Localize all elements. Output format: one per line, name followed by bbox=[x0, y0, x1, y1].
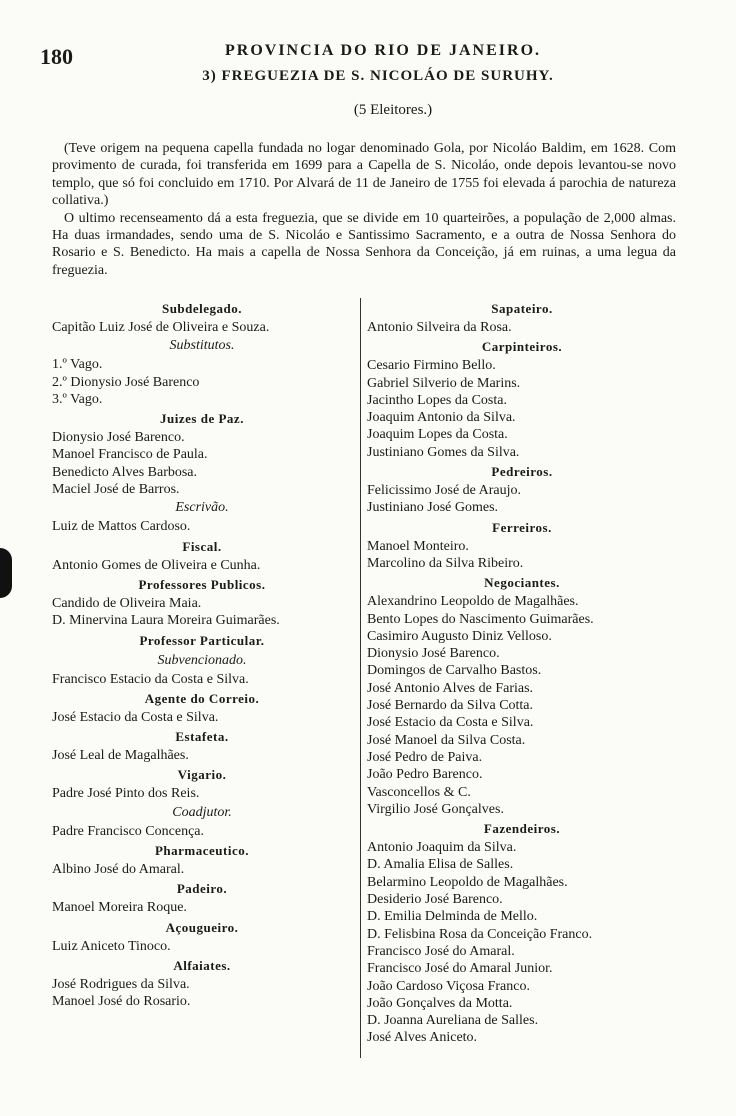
name-entry: Domingos de Carvalho Bastos. bbox=[367, 663, 542, 679]
name-entry: D. Felisbina Rosa da Conceição Franco. bbox=[367, 926, 593, 942]
name-entry: José Alves Aniceto. bbox=[367, 1030, 478, 1046]
name-entry: Manoel Francisco de Paula. bbox=[52, 447, 208, 463]
name-entry: José Bernardo da Silva Cotta. bbox=[367, 698, 534, 714]
role-heading: Ferreiros. bbox=[492, 519, 552, 535]
name-entry: Felicissimo José de Araujo. bbox=[367, 483, 521, 499]
name-entry: Justiniano Gomes da Silva. bbox=[367, 444, 520, 460]
name-entry: Francisco José do Amaral. bbox=[367, 943, 515, 959]
name-entry: Vasconcellos & C. bbox=[367, 784, 471, 800]
name-entry: Luiz de Mattos Cardoso. bbox=[52, 519, 191, 535]
name-entry: D. Joanna Aureliana de Salles. bbox=[367, 1013, 539, 1029]
name-entry: Joaquim Antonio da Silva. bbox=[367, 410, 516, 426]
section-heading: 3) FREGUEZIA DE S. NICOLÁO DE SURUHY. bbox=[202, 68, 554, 84]
name-entry: José Manoel da Silva Costa. bbox=[367, 732, 526, 748]
role-heading: Agente do Correio. bbox=[144, 690, 260, 706]
section-subtitle: (5 Eleitores.) bbox=[353, 102, 433, 118]
role-subheading: Subvencionado. bbox=[157, 652, 247, 668]
name-entry: Antonio Joaquim da Silva. bbox=[367, 840, 517, 856]
name-entry: Bento Lopes do Nascimento Guimarães. bbox=[367, 611, 594, 627]
name-entry: Albino José do Amaral. bbox=[52, 862, 185, 878]
role-heading: Sapateiro. bbox=[491, 301, 553, 316]
name-entry: D. Amalia Elisa de Salles. bbox=[367, 857, 514, 873]
role-heading: Professores Publicos. bbox=[138, 576, 266, 592]
name-entry: Justiniano José Gomes. bbox=[367, 500, 499, 516]
role-heading: Alfaiates. bbox=[173, 957, 231, 973]
name-entry: José Rodrigues da Silva. bbox=[52, 976, 190, 992]
name-entry: Desiderio José Barenco. bbox=[367, 892, 503, 908]
role-subheading: Substitutos. bbox=[169, 338, 235, 354]
name-entry: José Pedro de Paiva. bbox=[367, 749, 483, 765]
role-heading: Pedreiros. bbox=[491, 464, 553, 480]
intro-paragraph-history: (Teve origem na pequena capella fundada no logar denominado Gola, por Nicoláo Baldim, em 1628. Com provimento de curada, foi transferida em 1699 para a Capella de S. Nicoláo, onde depois levantou-se novo templo, que só foi concluido em 1710. Por Alvará de 11 de Janeiro de 1755 foi elevada á parochia de natureza collativa.) bbox=[52, 141, 676, 209]
name-entry: Alexandrino Leopoldo de Magalhães. bbox=[367, 594, 579, 610]
name-entry: João Cardoso Viçosa Franco. bbox=[367, 978, 530, 994]
role-heading: Carpinteiros. bbox=[481, 339, 563, 355]
name-entry: 2.º Dionysio José Barenco bbox=[52, 374, 200, 390]
role-heading: Padeiro. bbox=[176, 881, 228, 897]
name-entry: Benedicto Alves Barbosa. bbox=[52, 464, 198, 480]
right-column bbox=[367, 298, 677, 1047]
name-entry: Belarmino Leopoldo de Magalhães. bbox=[367, 874, 568, 890]
role-heading: Fazendeiros. bbox=[483, 821, 561, 837]
name-entry: José Estacio da Costa e Silva. bbox=[52, 709, 219, 725]
name-entry: Francisco José do Amaral Junior. bbox=[367, 961, 553, 977]
name-entry: Manoel José do Rosario. bbox=[52, 994, 191, 1010]
name-entry: 1.º Vago. bbox=[52, 357, 103, 373]
margin-ink-mark bbox=[0, 548, 12, 598]
name-entry: Antonio Gomes de Oliveira e Cunha. bbox=[52, 557, 261, 573]
role-heading: Vigario. bbox=[177, 767, 227, 783]
name-entry: 3.º Vago. bbox=[52, 391, 103, 407]
name-entry: João Pedro Barenco. bbox=[367, 767, 483, 783]
name-entry: Padre José Pinto dos Reis. bbox=[52, 786, 200, 802]
name-entry: José Antonio Alves de Farias. bbox=[367, 680, 534, 696]
role-heading: Açougueiro. bbox=[165, 919, 239, 935]
left-column bbox=[52, 298, 352, 1011]
role-heading: Estafeta. bbox=[175, 729, 229, 745]
name-entry: Dionysio José Barenco. bbox=[367, 646, 500, 662]
name-entry: Gabriel Silverio de Marins. bbox=[367, 375, 521, 391]
intro-paragraph-census: O ultimo recenseamento dá a esta freguezia, que se divide em 10 quarteirões, a população de 2,000 almas. Ha duas irmandades, sendo uma de S. Nicoláo e Santissimo Sacramento, e a outra de Nossa Senhora do Rosario e S. Benedicto. Ha mais a capella de Nossa Senhora da Conceição, já em ruinas, a uma legua da freguezia. bbox=[52, 210, 676, 278]
role-subheading: Coadjutor. bbox=[172, 804, 232, 820]
name-entry: Dionysio José Barenco. bbox=[52, 430, 185, 446]
name-entry: Capitão Luiz José de Oliveira e Souza. bbox=[52, 320, 270, 335]
name-entry: Marcolino da Silva Ribeiro. bbox=[367, 555, 524, 571]
name-entry: Padre Francisco Concença. bbox=[52, 823, 204, 839]
name-entry: Maciel José de Barros. bbox=[52, 482, 180, 498]
role-heading: Fiscal. bbox=[182, 538, 222, 554]
name-entry: D. Emilia Delminda de Mello. bbox=[367, 909, 538, 925]
name-entry: Luiz Aniceto Tinoco. bbox=[52, 938, 171, 954]
column-divider bbox=[360, 298, 361, 1058]
name-entry: Jacintho Lopes da Costa. bbox=[367, 392, 507, 408]
name-entry: Manoel Monteiro. bbox=[367, 538, 469, 554]
role-heading: Juizes de Paz. bbox=[160, 411, 244, 427]
running-header: PROVINCIA DO RIO DE JANEIRO. bbox=[224, 42, 542, 59]
name-entry: Casimiro Augusto Diniz Velloso. bbox=[367, 628, 552, 644]
name-entry: Virgilio José Gonçalves. bbox=[367, 801, 504, 817]
name-entry: Francisco Estacio da Costa e Silva. bbox=[52, 671, 249, 687]
intro-text bbox=[52, 140, 676, 279]
role-heading: Subdelegado. bbox=[161, 301, 243, 316]
role-subheading: Escrivão. bbox=[175, 500, 229, 516]
name-entry: Manoel Moreira Roque. bbox=[52, 900, 187, 916]
name-entry: D. Minervina Laura Moreira Guimarães. bbox=[52, 613, 280, 629]
role-heading: Professor Particular. bbox=[139, 632, 265, 648]
role-heading: Negociantes. bbox=[484, 575, 560, 591]
name-entry: José Leal de Magalhães. bbox=[52, 748, 189, 764]
name-entry: Joaquim Lopes da Costa. bbox=[367, 427, 508, 443]
name-entry: Antonio Silveira da Rosa. bbox=[367, 320, 512, 335]
name-entry: Cesario Firmino Bello. bbox=[367, 358, 496, 374]
name-entry: Candido de Oliveira Maia. bbox=[52, 595, 202, 611]
page-number: 180 bbox=[40, 44, 73, 69]
name-entry: João Gonçalves da Motta. bbox=[367, 995, 513, 1011]
role-heading: Pharmaceutico. bbox=[154, 843, 249, 859]
name-entry: José Estacio da Costa e Silva. bbox=[367, 715, 534, 731]
